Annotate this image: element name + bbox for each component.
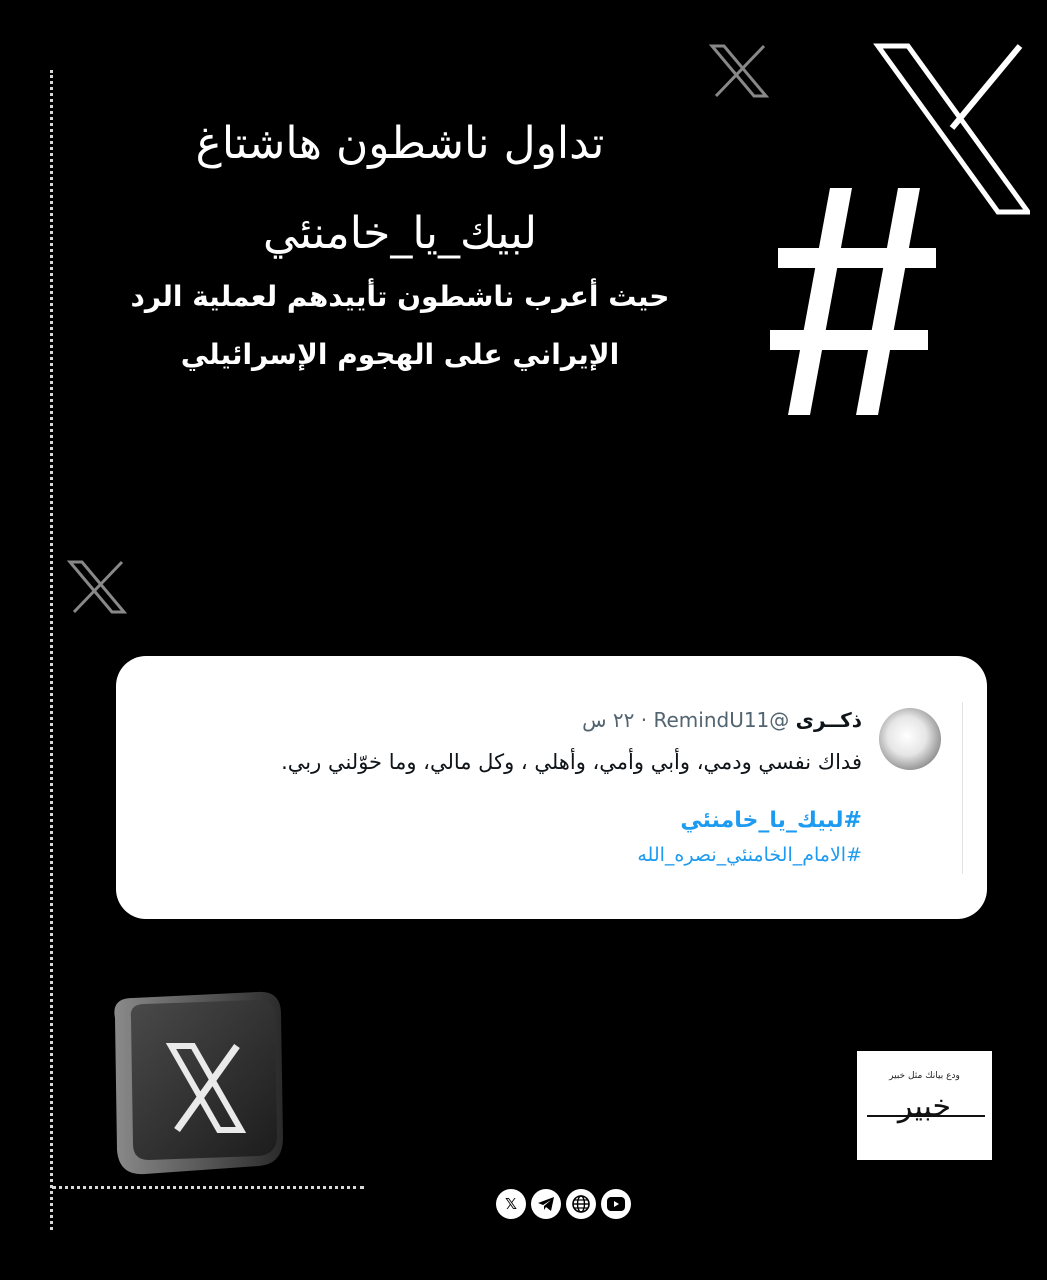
globe-icon[interactable] <box>566 1189 596 1219</box>
x-icon[interactable]: 𝕏 <box>496 1189 526 1219</box>
tweet-hashtag-link[interactable]: #الامام_الخامنئي_نصره_الله <box>637 844 862 866</box>
tweet-time: · ٢٢ س <box>582 708 648 732</box>
dotted-divider-vertical <box>50 70 53 1230</box>
social-links <box>496 1189 631 1219</box>
x-app-tile-icon <box>105 988 287 1178</box>
tweet-text: فداك نفسي ودمي، وأبي وأمي، وأهلي ، وكل مالي، وما خوّلني ربي. <box>281 750 862 774</box>
hashtag-icon <box>770 160 940 420</box>
tweet-author-name[interactable]: ذكــرى <box>795 708 862 732</box>
tweet-hashtag-link[interactable]: #لبيك_يا_خامنئي <box>680 808 862 833</box>
headline-line-4: الإيراني على الهجوم الإسرائيلي <box>180 338 620 371</box>
headline-line-1: تداول ناشطون هاشتاغ <box>195 118 605 169</box>
brand-logo <box>857 1051 992 1160</box>
headline-hashtag: لبيك_يا_خامنئي <box>262 208 538 259</box>
dotted-divider-horizontal <box>52 1186 364 1189</box>
card-border <box>962 702 963 874</box>
telegram-icon[interactable] <box>531 1189 561 1219</box>
youtube-icon[interactable] <box>601 1189 631 1219</box>
tweet-card[interactable] <box>116 656 987 919</box>
tweet-header <box>582 708 862 732</box>
headline-line-3: حيث أعرب ناشطون تأييدهم لعملية الرد <box>130 280 670 313</box>
x-outline-icon <box>708 42 770 100</box>
tweet-author-handle[interactable]: @RemindU11 <box>653 708 790 732</box>
avatar[interactable] <box>879 708 941 770</box>
brand-logo-text: خبير <box>897 1089 952 1124</box>
brand-underline <box>867 1115 985 1117</box>
brand-tagline: ودع بيانك مثل خبير <box>889 1071 960 1081</box>
x-outline-icon <box>66 558 128 616</box>
